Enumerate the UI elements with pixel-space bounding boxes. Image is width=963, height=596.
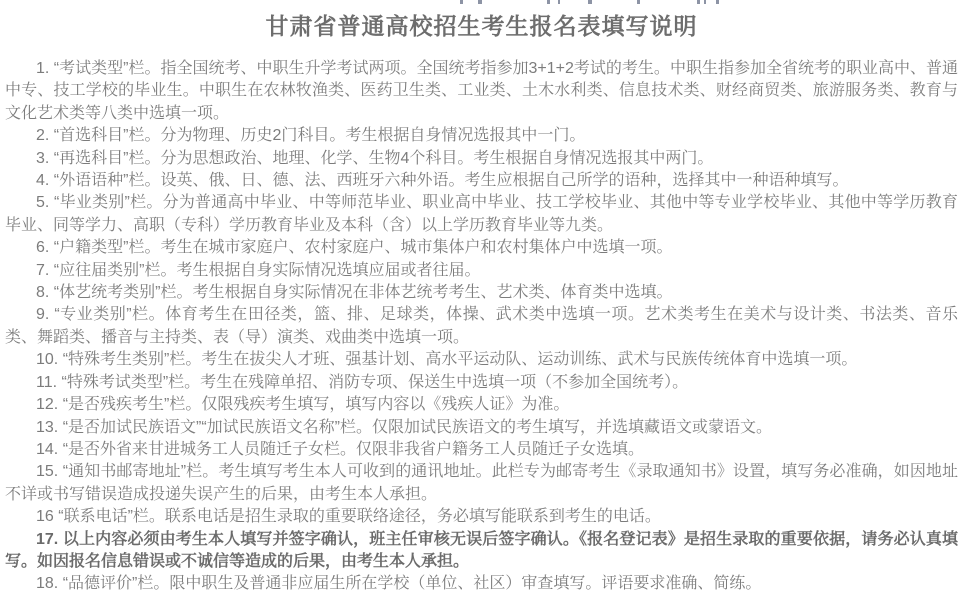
instruction-item-8: 8. “体艺统考类别”栏。考生根据自身实际情况在非体艺统考考生、艺术类、体育类中选填。	[36, 284, 673, 302]
page-title: 甘肃省普通高校招生考生报名表填写说明	[265, 13, 698, 39]
instruction-item-7: 7. “应往届类别”栏。考生根据自身实际情况选填应届或者往届。	[36, 261, 481, 279]
instruction-item-11: 11. “特殊考试类型”栏。考生在残障单招、消防专项、保送生中选填一项（不参加全国统考）。	[36, 373, 689, 391]
instruction-item-4: 4. “外语语种”栏。设英、俄、日、德、法、西班牙六种外语。考生应根据自己所学的语种，选择其中一种语种填写。	[36, 172, 849, 190]
instruction-item-15: 15. “通知书邮寄地址”栏。考生填写考生本人可收到的通讯地址。此栏专为邮寄考生《录取通知书》设置，填写务必准确，如因地址不详或书写错误造成投递失误产生的后果，由考生本人承担。	[5, 463, 958, 503]
instruction-item-16: 16 “联系电话”栏。联系电话是招生录取的重要联络途径，务必填写能联系到考生的电话。	[36, 508, 661, 526]
instructions-list	[5, 58, 958, 596]
instruction-item-10: 10. “特殊考生类别”栏。考生在拔尖人才班、强基计划、高水平运动队、运动训练、武术与民族传统体育中选填一项。	[36, 351, 858, 369]
instruction-item-12: 12. “是否残疾考生”栏。仅限残疾考生填写，填写内容以《残疾人证》为准。	[36, 396, 570, 414]
instruction-item-17: 17. 以上内容必须由考生本人填写并签字确认，班主任审核无误后签字确认。《报名登记表》是招生录取的重要依据，请务必认真填写。如因报名信息错误或不诚信等造成的后果，由考生本人承担。	[5, 530, 958, 570]
instruction-item-5: 5. “毕业类别”栏。分为普通高中毕业、中等师范毕业、职业高中毕业、技工学校毕业、其他中等专业学校毕业、其他中等学历教育毕业、同等学力、高职（专科）学历教育毕业及本科（含）以上学历教育毕业等九类。	[5, 194, 958, 234]
instruction-item-6: 6. “户籍类型”栏。考生在城市家庭户、农村家庭户、城市集体户和农村集体户中选填一项。	[36, 239, 673, 257]
instruction-item-2: 2. “首选科目”栏。分为物理、历史2门科目。考生根据自身情况选报其中一门。	[36, 127, 586, 145]
instruction-item-13: 13. “是否加试民族语文”“加试民族语文名称”栏。仅限加试民族语文的考生填写，并选填藏语文或蒙语文。	[36, 418, 773, 436]
instruction-item-14: 14. “是否外省来甘进城务工人员随迁子女栏。仅限非我省户籍务工人员随迁子女选填。	[36, 440, 645, 458]
instruction-item-1: 1. “考试类型”栏。指全国统考、中职生升学考试两项。全国统考指参加3+1+2考试的考生。中职生指参加全省统考的职业高中、普通中专、技工学校的毕业生。中职生在农林牧渔类、医药卫生类、工业类、土木水利类、信息技术类、财经商贸类、旅游服务类、教育与文化艺术类等八类中选填一项。	[5, 60, 958, 122]
instruction-item-18: 18. “品德评价”栏。限中职生及普通非应届生所在学校（单位、社区）审查填写。评语要求准确、简练。	[36, 575, 762, 593]
instruction-item-9: 9. “专业类别”栏。体育考生在田径类，篮、排、足球类，体操、武术类中选填一项。艺术类考生在美术与设计类、书法类、音乐类、舞蹈类、播音与主持类、表（导）演类、戏曲类中选填一项。	[5, 306, 958, 346]
instruction-item-3: 3. “再选科目”栏。分为思想政治、地理、化学、生物4个科目。考生根据自身情况选报其中两门。	[36, 149, 714, 167]
